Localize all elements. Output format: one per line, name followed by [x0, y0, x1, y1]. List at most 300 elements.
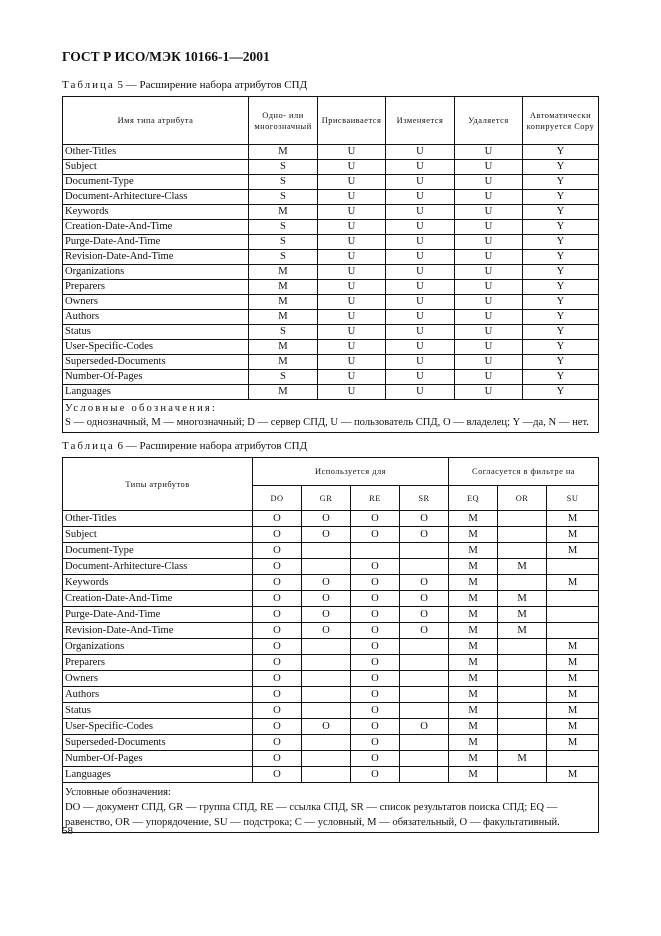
- attribute-name-cell: Number-Of-Pages: [63, 370, 249, 385]
- value-cell: U: [318, 220, 386, 235]
- attribute-name-cell: Subject: [63, 527, 253, 543]
- value-cell: O: [351, 559, 400, 575]
- value-cell: [400, 767, 449, 783]
- value-cell: Y: [523, 355, 599, 370]
- attribute-name-cell: User-Specific-Codes: [63, 719, 253, 735]
- value-cell: [400, 639, 449, 655]
- value-cell: [400, 543, 449, 559]
- attribute-name-cell: Authors: [63, 687, 253, 703]
- value-cell: M: [449, 719, 498, 735]
- attribute-name-cell: Keywords: [63, 205, 249, 220]
- value-cell: [547, 591, 599, 607]
- value-cell: U: [455, 265, 523, 280]
- table-row: [63, 559, 599, 575]
- value-cell: M: [449, 655, 498, 671]
- attribute-name-cell: Creation-Date-And-Time: [63, 220, 249, 235]
- value-cell: U: [386, 370, 455, 385]
- value-cell: [302, 543, 351, 559]
- table-row: [63, 735, 599, 751]
- value-cell: O: [400, 607, 449, 623]
- value-cell: U: [386, 175, 455, 190]
- table5-note-row: [63, 400, 599, 433]
- table6-note: [63, 783, 599, 833]
- table-row: [63, 655, 599, 671]
- value-cell: O: [302, 719, 351, 735]
- value-cell: S: [249, 250, 318, 265]
- value-cell: O: [400, 719, 449, 735]
- table6-subheader-cell: RE: [351, 486, 400, 511]
- value-cell: O: [351, 623, 400, 639]
- value-cell: [302, 639, 351, 655]
- value-cell: Y: [523, 370, 599, 385]
- value-cell: M: [547, 671, 599, 687]
- value-cell: O: [253, 671, 302, 687]
- table6-subheader-cell: DO: [253, 486, 302, 511]
- attribute-name-cell: Superseded-Documents: [63, 355, 249, 370]
- value-cell: U: [455, 310, 523, 325]
- table6-subheader-cell: SU: [547, 486, 599, 511]
- value-cell: M: [449, 767, 498, 783]
- value-cell: M: [249, 145, 318, 160]
- value-cell: M: [498, 607, 547, 623]
- value-cell: U: [455, 175, 523, 190]
- value-cell: [302, 655, 351, 671]
- value-cell: S: [249, 190, 318, 205]
- value-cell: U: [386, 235, 455, 250]
- value-cell: M: [449, 735, 498, 751]
- table6-header-row: [63, 458, 599, 486]
- value-cell: Y: [523, 385, 599, 400]
- attribute-name-cell: Document-Type: [63, 175, 249, 190]
- value-cell: M: [249, 265, 318, 280]
- value-cell: U: [318, 340, 386, 355]
- value-cell: O: [351, 671, 400, 687]
- value-cell: M: [249, 355, 318, 370]
- value-cell: O: [253, 559, 302, 575]
- table-row: [63, 190, 599, 205]
- value-cell: U: [386, 160, 455, 175]
- value-cell: [400, 687, 449, 703]
- table-row: [63, 751, 599, 767]
- attribute-name-cell: Organizations: [63, 265, 249, 280]
- attribute-name-cell: Languages: [63, 385, 249, 400]
- value-cell: [400, 559, 449, 575]
- value-cell: U: [455, 145, 523, 160]
- table-row: [63, 511, 599, 527]
- value-cell: [498, 767, 547, 783]
- value-cell: U: [318, 280, 386, 295]
- value-cell: O: [302, 527, 351, 543]
- table-row: [63, 385, 599, 400]
- value-cell: M: [547, 543, 599, 559]
- value-cell: U: [318, 175, 386, 190]
- value-cell: O: [253, 527, 302, 543]
- table5-note: [63, 400, 599, 433]
- value-cell: O: [351, 735, 400, 751]
- table6-note-text: DO — документ СПД, GR — группа СПД, RE — ссылка СПД, SR — список результатов поиска СПД; EQ — равенство, OR — упорядочение, SU — подстрока; C — условный, M — обязательный, O — факультативный.: [65, 802, 560, 828]
- table-row: [63, 265, 599, 280]
- table-row: [63, 639, 599, 655]
- attribute-name-cell: Revision-Date-And-Time: [63, 623, 253, 639]
- attribute-name-cell: Preparers: [63, 655, 253, 671]
- value-cell: Y: [523, 280, 599, 295]
- value-cell: [351, 543, 400, 559]
- value-cell: M: [449, 543, 498, 559]
- value-cell: M: [547, 527, 599, 543]
- value-cell: O: [351, 751, 400, 767]
- attribute-name-cell: Superseded-Documents: [63, 735, 253, 751]
- table-row: [63, 575, 599, 591]
- table6-header-filter: Согласуется в фильтре на: [449, 458, 599, 486]
- value-cell: M: [547, 767, 599, 783]
- value-cell: [400, 751, 449, 767]
- value-cell: [498, 639, 547, 655]
- value-cell: M: [449, 671, 498, 687]
- value-cell: O: [253, 767, 302, 783]
- table5-header-cell: Автоматически копируется Copy: [523, 97, 599, 145]
- value-cell: U: [318, 310, 386, 325]
- table5-note-title: Условные обозначения:: [65, 403, 218, 414]
- value-cell: [302, 735, 351, 751]
- value-cell: M: [249, 385, 318, 400]
- value-cell: O: [302, 607, 351, 623]
- table6-note-row: [63, 783, 599, 833]
- value-cell: [498, 543, 547, 559]
- value-cell: S: [249, 370, 318, 385]
- page-number: 58: [62, 825, 73, 837]
- value-cell: Y: [523, 145, 599, 160]
- value-cell: U: [455, 220, 523, 235]
- value-cell: Y: [523, 325, 599, 340]
- document-header: ГОСТ Р ИСО/МЭК 10166-1—2001: [62, 49, 270, 64]
- value-cell: U: [318, 190, 386, 205]
- table-row: [63, 160, 599, 175]
- attribute-name-cell: Other-Titles: [63, 145, 249, 160]
- value-cell: U: [318, 145, 386, 160]
- value-cell: U: [455, 355, 523, 370]
- value-cell: Y: [523, 175, 599, 190]
- value-cell: O: [253, 751, 302, 767]
- attribute-name-cell: User-Specific-Codes: [63, 340, 249, 355]
- table-row: [63, 703, 599, 719]
- value-cell: O: [351, 591, 400, 607]
- table-row: [63, 687, 599, 703]
- value-cell: M: [449, 639, 498, 655]
- value-cell: [547, 607, 599, 623]
- value-cell: [400, 735, 449, 751]
- value-cell: M: [547, 687, 599, 703]
- value-cell: S: [249, 235, 318, 250]
- table5-header-cell: Изменяется: [386, 97, 455, 145]
- table-row: [63, 671, 599, 687]
- value-cell: [302, 559, 351, 575]
- table-row: [63, 767, 599, 783]
- value-cell: U: [386, 250, 455, 265]
- table5-header-cell: Одно- или многозначный: [249, 97, 318, 145]
- value-cell: O: [253, 511, 302, 527]
- value-cell: O: [351, 703, 400, 719]
- value-cell: U: [318, 205, 386, 220]
- value-cell: [302, 767, 351, 783]
- value-cell: M: [449, 703, 498, 719]
- value-cell: [547, 623, 599, 639]
- value-cell: [498, 527, 547, 543]
- value-cell: [302, 703, 351, 719]
- value-cell: [547, 751, 599, 767]
- value-cell: O: [253, 639, 302, 655]
- value-cell: O: [400, 511, 449, 527]
- value-cell: U: [318, 370, 386, 385]
- value-cell: Y: [523, 220, 599, 235]
- value-cell: U: [455, 385, 523, 400]
- value-cell: O: [253, 655, 302, 671]
- value-cell: O: [302, 623, 351, 639]
- value-cell: U: [386, 310, 455, 325]
- table6-caption-text: 6 — Расширение набора атрибутов СПД: [114, 440, 308, 452]
- value-cell: U: [386, 295, 455, 310]
- attribute-name-cell: Languages: [63, 767, 253, 783]
- value-cell: M: [449, 607, 498, 623]
- value-cell: M: [547, 511, 599, 527]
- value-cell: U: [318, 355, 386, 370]
- attribute-name-cell: Number-Of-Pages: [63, 751, 253, 767]
- value-cell: O: [253, 575, 302, 591]
- value-cell: M: [498, 751, 547, 767]
- value-cell: U: [455, 325, 523, 340]
- table-row: [63, 340, 599, 355]
- value-cell: O: [351, 527, 400, 543]
- value-cell: [498, 719, 547, 735]
- attribute-name-cell: Keywords: [63, 575, 253, 591]
- attribute-name-cell: Purge-Date-And-Time: [63, 235, 249, 250]
- value-cell: O: [400, 527, 449, 543]
- value-cell: U: [455, 250, 523, 265]
- table-row: [63, 310, 599, 325]
- value-cell: O: [351, 575, 400, 591]
- value-cell: [400, 655, 449, 671]
- value-cell: M: [449, 575, 498, 591]
- value-cell: [302, 751, 351, 767]
- table5: [62, 96, 599, 433]
- value-cell: S: [249, 325, 318, 340]
- value-cell: U: [318, 235, 386, 250]
- table-row: [63, 295, 599, 310]
- value-cell: O: [351, 639, 400, 655]
- value-cell: S: [249, 220, 318, 235]
- value-cell: O: [253, 591, 302, 607]
- value-cell: O: [351, 655, 400, 671]
- value-cell: M: [249, 205, 318, 220]
- value-cell: [302, 671, 351, 687]
- table-row: [63, 325, 599, 340]
- value-cell: M: [449, 591, 498, 607]
- table6-subheader-cell: SR: [400, 486, 449, 511]
- value-cell: M: [547, 575, 599, 591]
- value-cell: O: [253, 543, 302, 559]
- value-cell: M: [547, 719, 599, 735]
- table5-header-cell: Имя типа атрибута: [63, 97, 249, 145]
- table6-header-used: Используется для: [253, 458, 449, 486]
- value-cell: U: [455, 340, 523, 355]
- value-cell: O: [302, 591, 351, 607]
- value-cell: O: [253, 719, 302, 735]
- table5-caption-word: Таблица: [62, 79, 115, 91]
- value-cell: U: [455, 205, 523, 220]
- table-row: [63, 175, 599, 190]
- table5-caption: [62, 79, 307, 91]
- attribute-name-cell: Document-Arhitecture-Class: [63, 559, 253, 575]
- value-cell: M: [249, 340, 318, 355]
- value-cell: [498, 703, 547, 719]
- attribute-name-cell: Organizations: [63, 639, 253, 655]
- value-cell: O: [253, 607, 302, 623]
- table-row: [63, 235, 599, 250]
- value-cell: U: [386, 385, 455, 400]
- table-row: [63, 220, 599, 235]
- table5-caption-text: 5 — Расширение набора атрибутов СПД: [114, 79, 308, 91]
- value-cell: U: [386, 220, 455, 235]
- table-row: [63, 607, 599, 623]
- value-cell: M: [449, 559, 498, 575]
- value-cell: M: [449, 527, 498, 543]
- attribute-name-cell: Status: [63, 703, 253, 719]
- table-row: [63, 543, 599, 559]
- value-cell: O: [351, 719, 400, 735]
- value-cell: [547, 559, 599, 575]
- table5-header-cell: Удаляется: [455, 97, 523, 145]
- table-row: [63, 145, 599, 160]
- value-cell: [498, 575, 547, 591]
- table6-body: [63, 511, 599, 783]
- table-row: [63, 250, 599, 265]
- attribute-name-cell: Owners: [63, 671, 253, 687]
- table6-note-title: Условные обозначения:: [65, 787, 171, 798]
- value-cell: M: [249, 295, 318, 310]
- value-cell: Y: [523, 250, 599, 265]
- value-cell: U: [386, 280, 455, 295]
- table5-note-text: S — однозначный, M — многозначный; D — сервер СПД, U — пользователь СПД, O — владелец; Y —да, N — нет.: [65, 417, 589, 428]
- value-cell: U: [318, 295, 386, 310]
- value-cell: [498, 511, 547, 527]
- table6-caption: [62, 440, 307, 452]
- value-cell: U: [318, 265, 386, 280]
- table-row: [63, 355, 599, 370]
- value-cell: [498, 671, 547, 687]
- value-cell: [498, 655, 547, 671]
- table6-subheader-cell: OR: [498, 486, 547, 511]
- value-cell: S: [249, 160, 318, 175]
- value-cell: Y: [523, 235, 599, 250]
- value-cell: O: [351, 511, 400, 527]
- value-cell: U: [386, 205, 455, 220]
- value-cell: M: [249, 280, 318, 295]
- value-cell: O: [400, 623, 449, 639]
- value-cell: Y: [523, 295, 599, 310]
- table-row: [63, 527, 599, 543]
- value-cell: U: [318, 250, 386, 265]
- value-cell: U: [386, 340, 455, 355]
- table6-header-types: Типы атрибутов: [63, 458, 253, 511]
- value-cell: M: [547, 655, 599, 671]
- value-cell: M: [449, 687, 498, 703]
- table5-header-row: [63, 97, 599, 145]
- value-cell: O: [253, 687, 302, 703]
- table6-subheader-cell: EQ: [449, 486, 498, 511]
- value-cell: O: [253, 623, 302, 639]
- value-cell: U: [386, 355, 455, 370]
- table-row: [63, 719, 599, 735]
- attribute-name-cell: Document-Type: [63, 543, 253, 559]
- attribute-name-cell: Subject: [63, 160, 249, 175]
- table-row: [63, 623, 599, 639]
- value-cell: U: [386, 325, 455, 340]
- table-row: [63, 370, 599, 385]
- value-cell: M: [547, 735, 599, 751]
- value-cell: U: [386, 145, 455, 160]
- value-cell: [498, 687, 547, 703]
- value-cell: Y: [523, 190, 599, 205]
- value-cell: O: [400, 575, 449, 591]
- table-row: [63, 591, 599, 607]
- value-cell: O: [351, 687, 400, 703]
- attribute-name-cell: Status: [63, 325, 249, 340]
- value-cell: M: [249, 310, 318, 325]
- value-cell: U: [455, 235, 523, 250]
- value-cell: U: [455, 295, 523, 310]
- value-cell: Y: [523, 340, 599, 355]
- table-row: [63, 280, 599, 295]
- value-cell: Y: [523, 205, 599, 220]
- value-cell: U: [386, 265, 455, 280]
- value-cell: [302, 687, 351, 703]
- value-cell: M: [498, 623, 547, 639]
- value-cell: U: [455, 160, 523, 175]
- value-cell: U: [318, 325, 386, 340]
- value-cell: M: [498, 559, 547, 575]
- value-cell: U: [455, 190, 523, 205]
- value-cell: [400, 703, 449, 719]
- value-cell: O: [253, 703, 302, 719]
- attribute-name-cell: Creation-Date-And-Time: [63, 591, 253, 607]
- value-cell: M: [547, 703, 599, 719]
- value-cell: O: [302, 575, 351, 591]
- value-cell: Y: [523, 310, 599, 325]
- value-cell: U: [455, 280, 523, 295]
- table6-caption-word: Таблица: [62, 440, 115, 452]
- table-row: [63, 205, 599, 220]
- value-cell: U: [318, 385, 386, 400]
- table5-body: [63, 145, 599, 400]
- value-cell: O: [253, 735, 302, 751]
- attribute-name-cell: Other-Titles: [63, 511, 253, 527]
- value-cell: O: [351, 767, 400, 783]
- value-cell: M: [449, 623, 498, 639]
- value-cell: U: [386, 190, 455, 205]
- value-cell: [400, 671, 449, 687]
- value-cell: M: [498, 591, 547, 607]
- value-cell: M: [449, 511, 498, 527]
- value-cell: M: [547, 639, 599, 655]
- value-cell: O: [400, 591, 449, 607]
- value-cell: [498, 735, 547, 751]
- attribute-name-cell: Owners: [63, 295, 249, 310]
- table5-header-cell: Присваивается: [318, 97, 386, 145]
- value-cell: M: [449, 751, 498, 767]
- value-cell: S: [249, 175, 318, 190]
- value-cell: Y: [523, 265, 599, 280]
- attribute-name-cell: Revision-Date-And-Time: [63, 250, 249, 265]
- attribute-name-cell: Document-Arhitecture-Class: [63, 190, 249, 205]
